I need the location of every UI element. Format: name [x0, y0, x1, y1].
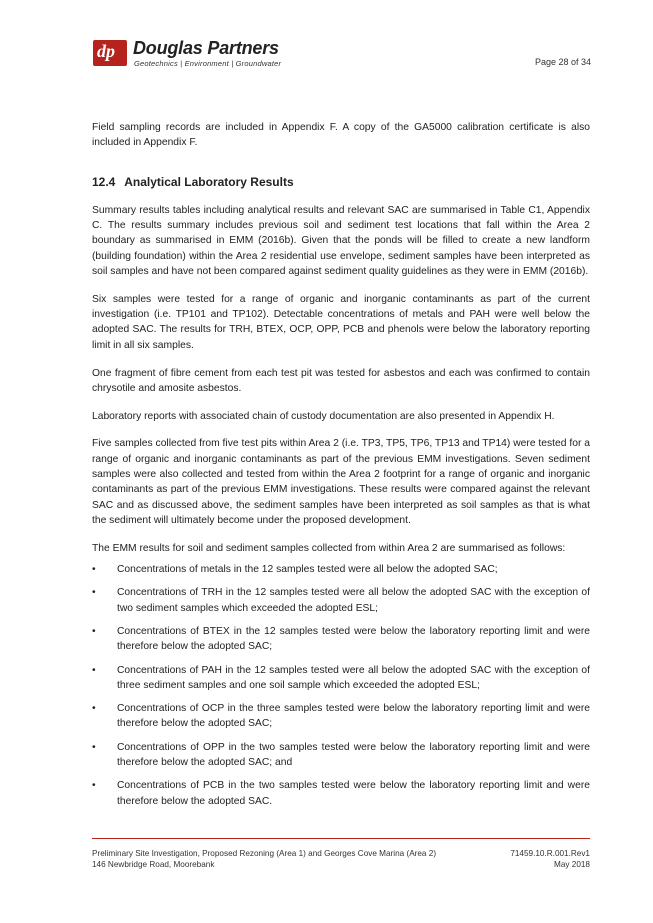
page-number: Page 28 of 34 — [534, 57, 591, 67]
company-name: Douglas Partners — [133, 38, 279, 58]
list-item: • Concentrations of TRH in the 12 samples tested were all below the adopted SAC with the exception of two sediment samples which exceeded the adopted ESL; — [92, 585, 590, 616]
paragraph: The EMM results for soil and sediment samples collected from within Area 2 are summarised as follows: — [92, 542, 566, 554]
company-logo-icon — [93, 40, 127, 66]
footer-report-ref: 71459.10.R.001.Rev1 — [510, 849, 590, 858]
section-heading — [92, 175, 590, 190]
section-number: 12.4 — [92, 174, 116, 189]
paragraph: Five samples collected from five test pits within Area 2 (i.e. TP3, TP5, TP6, TP13 and TP14) were tested for a range of organic and inorganic contaminants as part of the previous EMM investigations. Seven sediment samples were also collected and tested from within the Area 2 footprint for a range of organic and inorganic contaminants as part of the previous EMM investigations. These results were compared against the relevant SAC and as discussed above, the sediment samples have been interpreted as soil samples as that is what the sediment will ultimately become under the proposed development. — [92, 438, 590, 526]
list-item: • Concentrations of PAH in the 12 samples tested were all below the adopted SAC with the exception of three sediment samples and one soil sample which exceeded the adopted ESL; — [92, 663, 590, 694]
company-tagline: Geotechnics | Environment | Groundwater — [134, 59, 282, 68]
intro-paragraph: Field sampling records are included in Appendix F. A copy of the GA5000 calibration certificate is also included in Appendix F. — [92, 122, 590, 149]
document-body — [92, 120, 590, 817]
list-item: • Concentrations of metals in the 12 samples tested were all below the adopted SAC; — [92, 562, 590, 577]
paragraph: Six samples were tested for a range of organic and inorganic contaminants as part of the current investigation (i.e. TP101 and TP102). Detectable concentrations of metals and PAH were well below the adopted SAC. The results for TRH, BTEX, OCP, OPP, PCB and phenols were below the laboratory reporting limit in all six samples. — [92, 293, 590, 351]
paragraph: Summary results tables including analytical results and relevant SAC are summarised in Table C1, Appendix C. The results summary includes previous soil and sediment test locations that fall within the Area 2 boundary as summarised in EMM (2016b). Given that the ponds will be filled to create a new landform (building foundation) within the Area 2 residential use envelope, sediment samples have been interpreted as soil samples and have not been compared against sediment quality guidelines as they were in EMM (2016b). — [92, 204, 590, 278]
footer-date: May 2018 — [554, 860, 590, 869]
list-item: • Concentrations of BTEX in the 12 samples tested were below the laboratory reporting limit and were therefore below the adopted SAC; — [92, 624, 590, 655]
section-title: Analytical Laboratory Results — [124, 174, 294, 189]
list-item: • Concentrations of PCB in the two samples tested were below the laboratory reporting limit and were therefore below the adopted SAC. — [92, 778, 590, 809]
page-header — [93, 38, 591, 78]
results-list — [92, 562, 590, 809]
logo-mark-text: dp — [97, 41, 115, 61]
paragraph: Laboratory reports with associated chain of custody documentation are also presented in Appendix H. — [92, 410, 555, 422]
footer-address: 146 Newbridge Road, Moorebank — [92, 860, 215, 869]
list-item: • Concentrations of OPP in the two samples tested were below the laboratory reporting limit and were therefore below the adopted SAC; and — [92, 740, 590, 771]
footer-project-title: Preliminary Site Investigation, Proposed Rezoning (Area 1) and Georges Cove Marina (Area 2) — [92, 849, 437, 858]
list-item: • Concentrations of OCP in the three samples tested were below the laboratory reporting limit and were therefore below the adopted SAC; — [92, 701, 590, 732]
page-footer — [92, 838, 590, 870]
paragraph: One fragment of fibre cement from each test pit was tested for asbestos and each was confirmed to contain chrysotile and amosite asbestos. — [92, 367, 590, 394]
